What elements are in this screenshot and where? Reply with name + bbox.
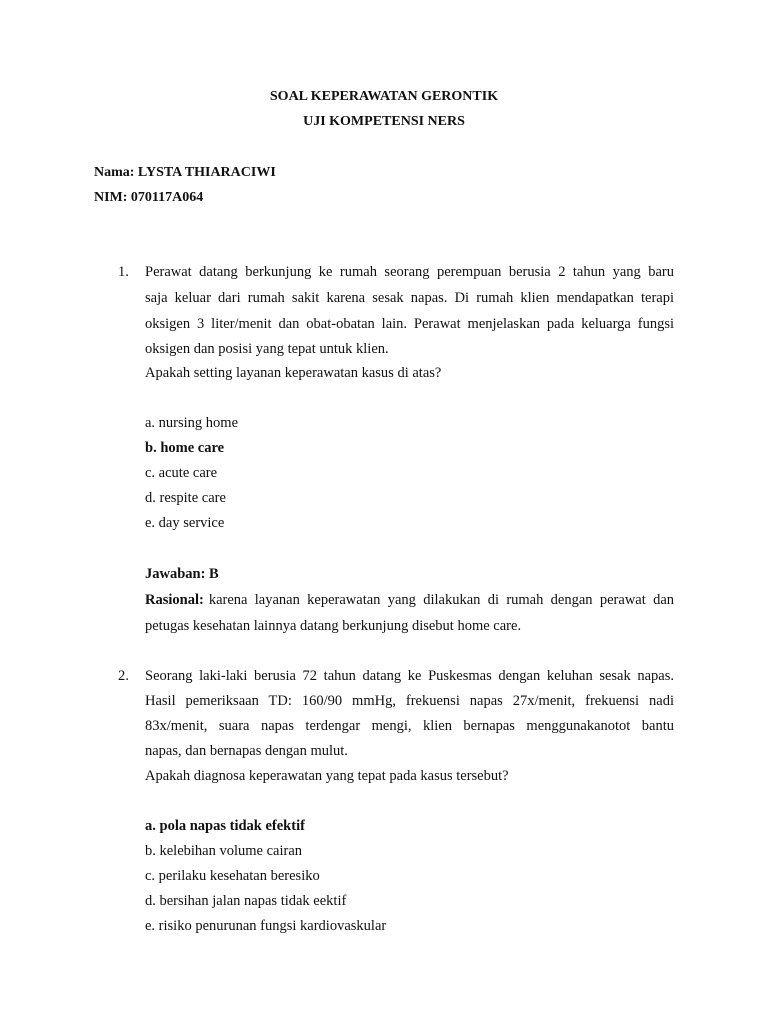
question-prompt: Apakah diagnosa keperawatan yang tepat pada kasus tersebut? bbox=[145, 768, 509, 784]
question-stem-line: 83x/menit, suara napas terdengar mengi, klien bernapas menggunakanotot bantu bbox=[145, 718, 674, 734]
document-subtitle: UJI KOMPETENSI NERS bbox=[303, 114, 465, 129]
rationale-text: karena layanan keperawatan yang dilakukan di rumah dengan perawat dan bbox=[208, 592, 674, 608]
student-nim: NIM: 070117A064 bbox=[94, 190, 204, 205]
student-name: Nama: LYSTA THIARACIWI bbox=[94, 165, 276, 180]
answer-option: c. perilaku kesehatan beresiko bbox=[145, 868, 320, 884]
answer-key: Jawaban: B bbox=[145, 566, 219, 582]
question-stem-line: saja keluar dari rumah sakit karena sesak napas. Di rumah klien mendapatkan terapi bbox=[145, 290, 674, 306]
question-number: 2. bbox=[118, 668, 129, 684]
rationale-label: Rasional: bbox=[145, 592, 204, 608]
answer-option: b. kelebihan volume cairan bbox=[145, 843, 303, 859]
question-stem-line: Hasil pemeriksaan TD: 160/90 mmHg, frekuensi napas 27x/menit, frekuensi nadi bbox=[145, 693, 674, 709]
question-stem-line: Seorang laki-laki berusia 72 tahun datang ke Puskesmas dengan keluhan sesak napas. bbox=[145, 668, 674, 684]
answer-option: a. nursing home bbox=[145, 415, 239, 431]
rationale-text: petugas kesehatan lainnya datang berkunjung disebut home care. bbox=[145, 618, 522, 634]
document-title: SOAL KEPERAWATAN GERONTIK bbox=[269, 89, 499, 104]
answer-option: d. bersihan jalan napas tidak eektif bbox=[145, 893, 347, 909]
rationale-line bbox=[145, 588, 674, 613]
question-stem-line: napas, dan bernapas dengan mulut. bbox=[145, 743, 348, 759]
question-stem-line: oksigen 3 liter/menit dan obat-obatan lain. Perawat menjelaskan pada keluarga fungsi bbox=[145, 316, 674, 332]
question-number: 1. bbox=[118, 264, 129, 280]
question-stem-line: Perawat datang berkunjung ke rumah seorang perempuan berusia 2 tahun yang baru bbox=[145, 264, 674, 280]
answer-option: c. acute care bbox=[145, 465, 218, 481]
answer-option: e. day service bbox=[145, 515, 225, 531]
question-prompt: Apakah setting layanan keperawatan kasus di atas? bbox=[145, 365, 442, 381]
answer-option-correct: b. home care bbox=[145, 440, 225, 456]
answer-option: d. respite care bbox=[145, 490, 226, 506]
answer-option: e. risiko penurunan fungsi kardiovaskular bbox=[145, 918, 387, 934]
answer-option-correct: a. pola napas tidak efektif bbox=[145, 818, 305, 834]
question-stem-line: oksigen dan posisi yang tepat untuk klien. bbox=[145, 341, 389, 357]
